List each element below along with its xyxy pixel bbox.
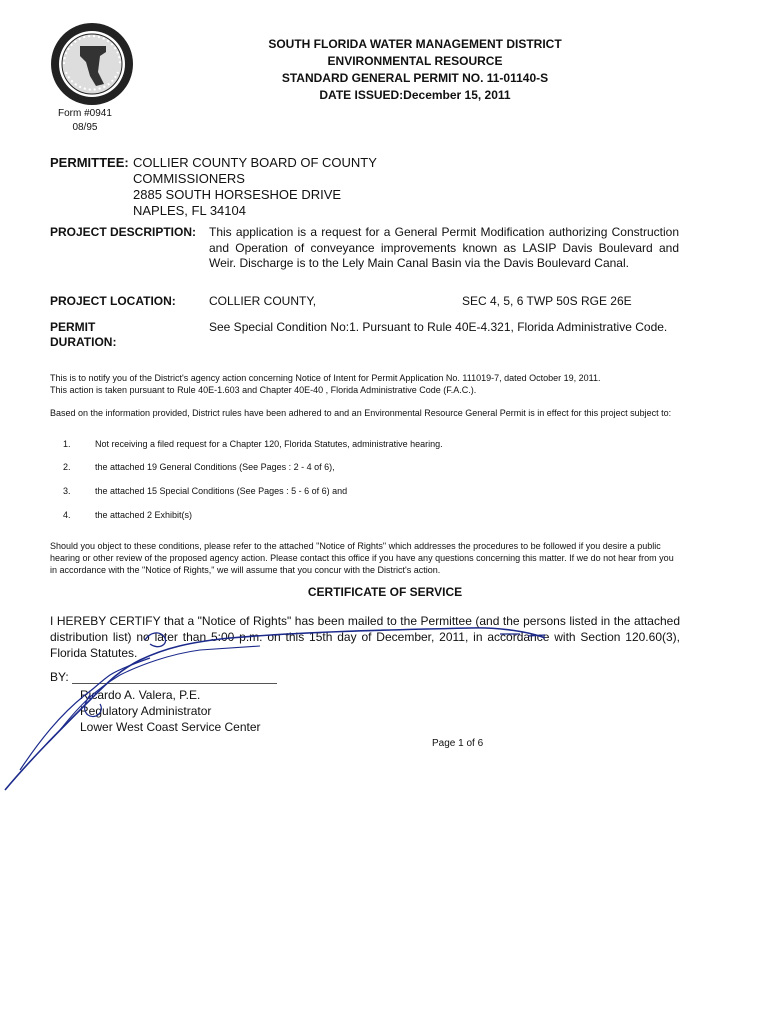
condition-number: 1. xyxy=(63,439,71,449)
permittee-line-1: COLLIER COUNTY BOARD OF COUNTY xyxy=(133,155,377,170)
form-number: Form #0941 xyxy=(58,108,112,119)
condition-text: the attached 15 Special Conditions (See Pages : 5 - 6 of 6) and xyxy=(95,486,348,496)
agency-name: SOUTH FLORIDA WATER MANAGEMENT DISTRICT xyxy=(268,37,562,51)
permittee-label: PERMITTEE: xyxy=(50,155,129,170)
objection-paragraph: Should you object to these conditions, please refer to the attached "Notice of Rights" which addresses the procedures to be followed if you desire a public hearing or other review of the proposed agency action. Please contact this office if you have any questions concerning this matter. If we do not hear from you in accordance with the "Notice of Rights," we will assume that you concur with the District's action. xyxy=(50,541,674,575)
district-seal-icon xyxy=(50,22,134,106)
permittee-line-2: COMMISSIONERS xyxy=(133,171,245,186)
project-location-section: SEC 4, 5, 6 TWP 50S RGE 26E xyxy=(462,294,632,308)
handwritten-signature xyxy=(0,620,560,800)
form-date: 08/95 xyxy=(72,122,98,133)
project-location-county: COLLIER COUNTY, xyxy=(209,294,317,308)
page-number: Page 1 of 6 xyxy=(432,738,484,749)
based-on-paragraph: Based on the information provided, District rules have been adhered to and an Environmental Resource General Permit is in effect for this project subject to: xyxy=(50,408,672,418)
permittee-city: NAPLES, FL 34104 xyxy=(133,203,246,218)
condition-text: the attached 19 General Conditions (See Pages : 2 - 4 of 6), xyxy=(95,462,335,472)
signer-title: Regulatory Administrator xyxy=(80,704,212,718)
notice-line-2: This action is taken pursuant to Rule 40E-1.603 and Chapter 40E-40 , Florida Administrative Code (F.A.C.). xyxy=(50,385,477,395)
certificate-title: CERTIFICATE OF SERVICE xyxy=(307,585,463,599)
form-number-block xyxy=(58,107,112,135)
condition-text: Not receiving a filed request for a Chapter 120, Florida Statutes, administrative hearing. xyxy=(95,439,443,449)
condition-text: the attached 2 Exhibit(s) xyxy=(95,510,193,520)
date-issued: DATE ISSUED:December 15, 2011 xyxy=(319,88,511,102)
notice-line-1: This is to notify you of the District's agency action concerning Notice of Intent for Permit Application No. 111019-7, dated October 19, 2011. xyxy=(50,373,601,383)
permit-type: ENVIRONMENTAL RESOURCE xyxy=(327,54,503,68)
permittee-address: 2885 SOUTH HORSESHOE DRIVE xyxy=(133,187,342,202)
permit-duration-text: See Special Condition No:1. Pursuant to Rule 40E-4.321, Florida Administrative Code. xyxy=(209,320,668,334)
by-label: BY: xyxy=(50,670,69,684)
signer-name: Ricardo A. Valera, P.E. xyxy=(80,688,201,702)
project-description-text: This application is a request for a General Permit Modification authorizing Construction and Operation of conveyance improvements known as LASIP Davis Boulevard and Weir. Discharge is to the Lely Main Canal Basin via the Davis Boulevard Canal. xyxy=(209,225,679,270)
permit-number: STANDARD GENERAL PERMIT NO. 11-01140-S xyxy=(281,71,549,85)
condition-number: 3. xyxy=(63,486,71,496)
permit-label: PERMIT xyxy=(50,320,96,334)
project-location-label: PROJECT LOCATION: xyxy=(50,294,176,308)
condition-number: 2. xyxy=(63,462,71,472)
condition-number: 4. xyxy=(63,510,71,520)
certificate-body: I HEREBY CERTIFY that a "Notice of Rights" has been mailed to the Permittee (and the persons listed in the attached distribution list) no later than 5:00 p.m. on this 15th day of December, 2011, in accordance with Section 120.60(3), Florida Statutes. xyxy=(50,614,680,660)
duration-label: DURATION: xyxy=(50,335,117,349)
project-description-label: PROJECT DESCRIPTION: xyxy=(50,225,197,239)
signer-office: Lower West Coast Service Center xyxy=(80,720,261,734)
